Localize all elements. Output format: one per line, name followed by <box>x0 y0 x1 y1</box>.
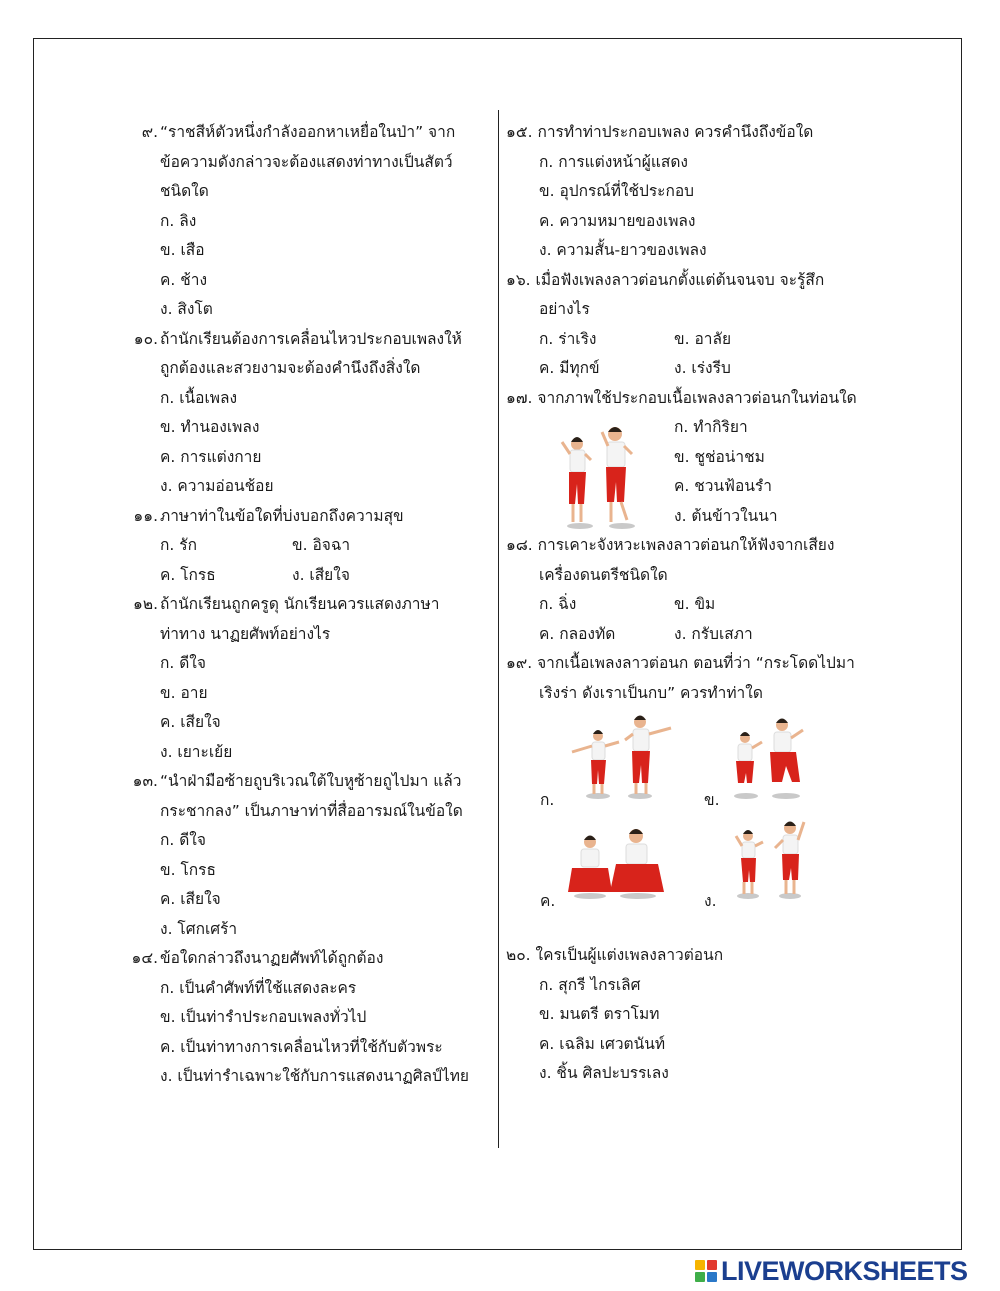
option[interactable]: ก. การแต่งหน้าผู้แสดง <box>539 152 688 171</box>
option[interactable]: ข. เป็นท่ารำประกอบเพลงทั่วไป <box>160 1008 367 1026</box>
option[interactable]: ค. ช้าง <box>160 270 208 289</box>
option[interactable]: ง. ต้นข้าวในนา <box>674 506 778 525</box>
question-15: ๑๕. การทำท่าประกอบเพลง ควรคำนึงถึงข้อใด <box>506 123 814 141</box>
option[interactable]: ค. เสียใจ <box>160 890 221 908</box>
option[interactable]: ก. เนื้อเพลง <box>160 388 238 407</box>
option[interactable]: ข. มนตรี ตราโมท <box>539 1005 660 1023</box>
option[interactable]: ก. ทำกิริยา <box>674 418 748 436</box>
dancers-option-a <box>566 712 684 800</box>
option[interactable]: ก. ดีใจ <box>160 831 206 849</box>
dancers-option-d <box>732 816 812 900</box>
option[interactable]: ง. ความสั้น-ยาวของเพลง <box>539 241 707 259</box>
option[interactable]: ข. ทำนองเพลง <box>160 418 260 436</box>
question-11: ๑๑. ภาษาท่าในข้อใดที่บ่งบอกถึงความสุข <box>133 506 404 525</box>
brand-name: LIVEWORKSHEETS <box>721 1255 968 1286</box>
option[interactable]: ก. ดีใจ <box>160 654 206 672</box>
option[interactable]: ก. เป็นคำศัพท์ที่ใช้แสดงละคร <box>160 978 357 997</box>
logo-icon <box>695 1260 717 1282</box>
option[interactable]: ข. ขิม <box>674 595 716 613</box>
option[interactable]: ง. โศกเศร้า <box>160 919 238 938</box>
option[interactable]: ง. ความอ่อนช้อย <box>160 477 274 495</box>
question-12: ๑๒. ถ้านักเรียนถูกครูดุ นักเรียนควรแสดงภาษา <box>133 595 440 613</box>
option[interactable]: ง. กรับเสภา <box>674 624 753 643</box>
option[interactable]: ค. ความหมายของเพลง <box>539 211 696 230</box>
option-label-d[interactable]: ง. <box>704 892 717 910</box>
dancer-boy <box>602 427 635 529</box>
option[interactable]: ค. การแต่งกาย <box>160 447 262 466</box>
option[interactable]: ง. เยาะเย้ย <box>160 742 233 761</box>
option[interactable]: ง. เร่งรีบ <box>674 359 731 377</box>
option[interactable]: ง. เป็นท่ารำเฉพาะใช้กับการแสดงนาฏศิลป์ไทย <box>160 1067 469 1085</box>
option[interactable]: ค. ชวนฟ้อนรำ <box>674 477 772 495</box>
option[interactable]: ค. โกรธ <box>160 565 216 584</box>
liveworksheets-logo[interactable] <box>695 1255 968 1287</box>
question-20: ๒๐. ใครเป็นผู้แต่งเพลงลาวต่อนก <box>506 946 724 964</box>
option-label-c[interactable]: ค. <box>540 892 556 910</box>
option[interactable]: ก. ฉิ่ง <box>539 595 577 613</box>
option[interactable]: ค. มีทุกข์ <box>539 359 600 377</box>
option[interactable]: ข. โกรธ <box>160 860 216 879</box>
option[interactable]: ข. อิจฉา <box>292 536 351 554</box>
question-17: ๑๗. จากภาพใช้ประกอบเนื้อเพลงลาวต่อนกในท่อนใด <box>506 388 857 407</box>
option[interactable]: ง. สิงโต <box>160 300 213 318</box>
option[interactable]: ค. เสียใจ <box>160 713 221 731</box>
question-19: ๑๙. จากเนื้อเพลงลาวต่อนก ตอนที่ว่า “กระโดดไปมา <box>506 654 855 672</box>
option[interactable]: ง. ชิ้น ศิลปะบรรเลง <box>539 1064 669 1082</box>
dancers-option-b <box>730 716 812 800</box>
option-label-a[interactable]: ก. <box>540 791 555 809</box>
question-16: ๑๖. เมื่อฟังเพลงลาวต่อนกตั้งแต่ต้นจนจบ จะรู้สึก <box>506 270 825 289</box>
option[interactable]: ค. เฉลิม เศวตนันท์ <box>539 1034 666 1053</box>
left-column: ๙. “ราชสีห์ตัวหนึ่งกำลังออกหาเหยื่อในป่า” จาก ข้อความดังกล่าวจะต้องแสดงท่าทางเป็นสัตว์ ชนิดใด ก. ลิง ข. เสือ ค. ช้าง ง. สิงโต ๑๐. ถ้านักเรียนต้องการเคลื่อนไหวประกอบเพลงให้ ถูกต้องและสวยงามจะต้องคำนึงถึงสิ่งใด ก. เนื้อเพลง ข. ทำนองเพลง ค. การแต่งกาย ง. ความอ่อนช้อย ๑๑. ภาษาท่าในข้อใดที่บ่งบอกถึงความสุข ก. รัก ข. อิจฉา ค. โกรธ ง. เสียใจ ๑๒. ถ้านักเรียนถูกครูดุ นักเรียนควรแสดงภาษา ท่าทาง นาฏยศัพท์อย่างไร ก. ดีใจ ข. อาย ค. เสียใจ ง. เยาะเย้ย ๑๓. “นำฝ่ามือซ้ายถูบริเวณใต้ใบหูซ้ายถูไปมา แล้ว กระชากลง” เป็นภาษาท่าที่สื่ออารมณ์ในข้อใด ก. ดีใจ ข. โกรธ ค. เสียใจ ง. โศกเศร้า ๑๔. ข้อใดกล่าวถึงนาฏยศัพท์ได้ถูกต้อง ก. เป็นคำศัพท์ที่ใช้แสดงละคร ข. เป็นท่ารำประกอบเพลงทั่วไป ค. เป็นท่าทางการเคลื่อนไหวที่ใช้กับตัวพระ ง. เป็นท่ารำเฉพาะใช้กับการแสดงนาฏศิลป์ไทย <box>118 118 490 1092</box>
option[interactable]: ก. ร่าเริง <box>539 329 597 348</box>
dancers-figure-q17 <box>552 422 662 532</box>
option[interactable]: ก. รัก <box>160 536 197 554</box>
option[interactable]: ข. อาย <box>160 683 208 702</box>
question-20-block <box>506 941 886 1089</box>
question-13: ๑๓. “นำฝ่ามือซ้ายถูบริเวณใต้ใบหูซ้ายถูไปมา แล้ว <box>132 772 462 790</box>
option[interactable]: ข. อุปกรณ์ที่ใช้ประกอบ <box>539 182 695 200</box>
option[interactable]: ก. สุกรี ไกรเลิศ <box>539 975 641 994</box>
option[interactable]: ก. ลิง <box>160 211 197 230</box>
column-divider <box>498 110 499 1148</box>
option[interactable]: ค. เป็นท่าทางการเคลื่อนไหวที่ใช้กับตัวพระ <box>160 1037 443 1056</box>
option[interactable]: ง. เสียใจ <box>292 565 350 584</box>
question-10: ๑๐. ถ้านักเรียนต้องการเคลื่อนไหวประกอบเพลงให้ <box>133 329 462 348</box>
question-18: ๑๘. การเคาะจังหวะเพลงลาวต่อนกให้ฟังจากเสียง <box>506 536 835 554</box>
question-14: ๑๔. ข้อใดกล่าวถึงนาฏยศัพท์ได้ถูกต้อง <box>131 949 384 967</box>
option[interactable]: ข. ชูช่อน่าชม <box>674 447 765 466</box>
option[interactable]: ข. เสือ <box>160 241 205 259</box>
dancers-option-c <box>568 824 668 900</box>
option-label-b[interactable]: ข. <box>704 791 720 809</box>
option[interactable]: ค. กลองทัด <box>539 624 616 643</box>
dancer-girl <box>562 437 593 529</box>
question-9: ๙. “ราชสีห์ตัวหนึ่งกำลังออกหาเหยื่อในป่า” จาก <box>141 123 456 141</box>
option[interactable]: ข. อาลัย <box>674 329 732 348</box>
right-column: ๑๕. การทำท่าประกอบเพลง ควรคำนึงถึงข้อใด ก. การแต่งหน้าผู้แสดง ข. อุปกรณ์ที่ใช้ประกอบ ค. ความหมายของเพลง ง. ความสั้น-ยาวของเพลง ๑๖. เมื่อฟังเพลงลาวต่อนกตั้งแต่ต้นจนจบ จะรู้สึก อย่างไร ก. ร่าเริง ข. อาลัย ค. มีทุกข์ ง. เร่งรีบ ๑๗. จากภาพใช้ประกอบเนื้อเพลงลาวต่อนกในท่อนใด ก. ทำกิริยา ข. ชูช่อน่าชม ค. ชวนฟ้อนรำ ง. ต้นข้าวในนา ๑๘. การเคาะจังหวะเพลงลาวต่อนกให้ฟังจากเสียง เครื่องดนตรีชนิดใด ก. ฉิ่ง ข. ขิม ค. กลองทัด ง. กรับเสภา ๑๙. จากเนื้อเพลงลาวต่อนก ตอนที่ว่า “กระโดดไปมา เริงร่า ดังเราเป็นกบ” ควรทำท่าใด <box>506 118 886 708</box>
